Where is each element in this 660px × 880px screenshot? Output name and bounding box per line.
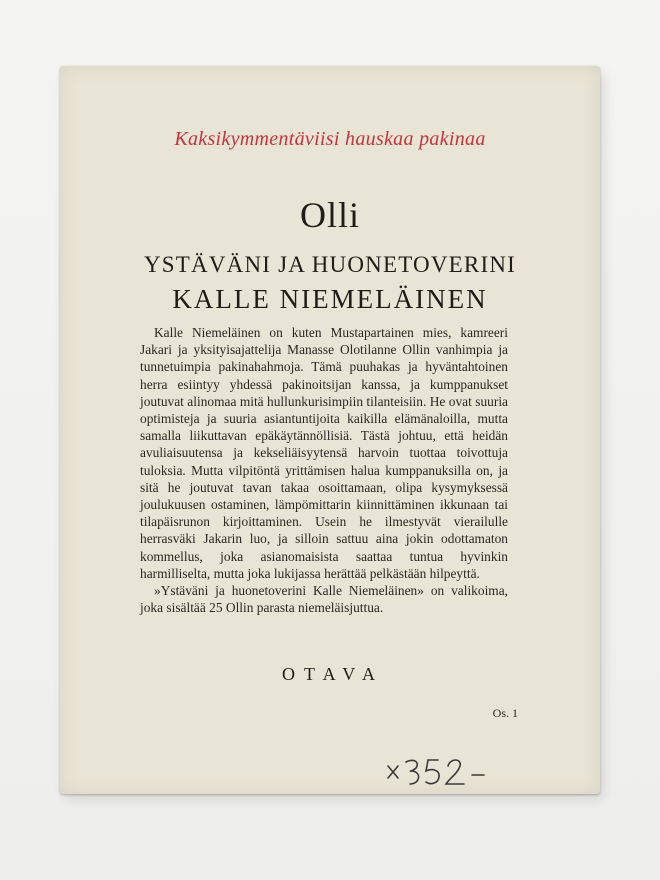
blurb-paragraph: Kalle Niemeläinen on kuten Mustapartainen mies, kamreeri Jakari ja yksityisajattelija Manasse Olotilanne Ollin vanhimpia ja tunnetuimpia pakinahahmoja. Tämä puuhakas ja hyväntahtoinen herra esiintyy yhdessä pakinoitsijan kanssa, ja kumppanukset joutuvat alinomaa mitä hullunkurisimpiin tilanteisiin. He ovat suuria optimisteja ja suuria asiantuntijoita kaikilla elämänaloilla, mutta samalla liikuttavan epäkäytännöllisiä. Tästä johtuu, että heidän avuliaisuutensa ja kekseliäisyytensä harvoin tuottaa toivottuja tuloksia. Mutta vilpitöntä yrittämisen halua kumppanuksilla on, ja sitä he joutuvat tavan takaa osoittamaan, olipa kysymyksessä joulukuusen ostaminen, lämpömittarin kiinnittäminen ikkunaan tai tilapäisrunon kirjoittaminen. Usein he ilmestyvät vierailulle herrasväki Jakarin luo, ja silloin sattuu aina jokin odottamaton kommellus, joka asianomaisista saattaa tuntua hyvinkin harmilliselta, mutta joka lukijassa herättää pelkästään hilpeyttä.: [140, 325, 508, 581]
tagline: Kaksikymmentäviisi hauskaa pakinaa: [174, 128, 486, 150]
author-name: Olli: [299, 195, 360, 235]
book-back-cover: [60, 66, 600, 794]
handwritten-price-mark: [384, 754, 504, 788]
edition-mark: Os. 1: [492, 706, 518, 720]
blurb-paragraph: »Ystäväni ja huonetoverini Kalle Niemeläinen» on valikoima, joka sisältää 25 Ollin parasta niemeläisjuttua.: [140, 583, 508, 616]
blurb-text: [140, 324, 508, 616]
book-title-line-2: KALLE NIEMELÄINEN: [172, 284, 488, 314]
book-title-line-1: YSTÄVÄNI JA HUONETOVERINI: [143, 252, 516, 277]
publisher-name: OTAVA: [282, 664, 384, 684]
